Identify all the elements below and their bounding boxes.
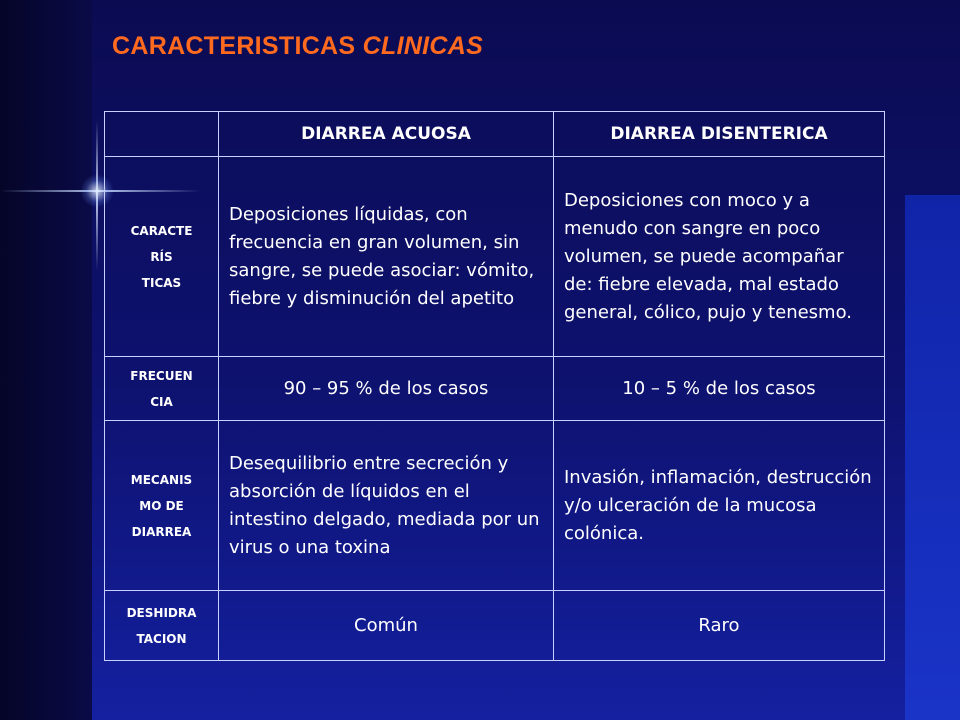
cell-disenterica: Invasión, inflamación, destrucción y/o ulceración de la mucosa colónica. (554, 421, 885, 591)
title-italic: CLINICAS (362, 32, 484, 60)
title-main: CARACTERISTICAS (112, 32, 356, 60)
cell-disenterica: Deposiciones con moco y a menudo con sangre en poco volumen, se puede acompañar de: fiebre elevada, mal estado general, cólico, pujo y tenesmo. (554, 157, 885, 357)
comparison-table (104, 111, 885, 661)
row-label: DESHIDRA TACION (105, 591, 219, 661)
cell-acuosa: Deposiciones líquidas, con frecuencia en gran volumen, sin sangre, se puede asociar: vómito, fiebre y disminución del apetito (219, 157, 554, 357)
cell-acuosa: Común (219, 591, 554, 661)
row-label: CARACTE RÍS TICAS (105, 157, 219, 357)
header-cell-empty (105, 112, 219, 157)
cell-disenterica: 10 – 5 % de los casos (554, 357, 885, 421)
slide-title (112, 32, 483, 61)
cell-acuosa: 90 – 95 % de los casos (219, 357, 554, 421)
background-left-panel (0, 0, 92, 720)
cell-acuosa: Desequilibrio entre secreción y absorción de líquidos en el intestino delgado, mediada por un virus o una toxina (219, 421, 554, 591)
table-header-row (105, 112, 885, 157)
table-row-frecuencia (105, 357, 885, 421)
cell-disenterica: Raro (554, 591, 885, 661)
table-row-deshidratacion (105, 591, 885, 661)
row-label: MECANIS MO DE DIARREA (105, 421, 219, 591)
row-label: FRECUEN CIA (105, 357, 219, 421)
background-right-band (905, 195, 960, 720)
header-cell-acuosa: DIARREA ACUOSA (219, 112, 554, 157)
header-cell-disenterica: DIARREA DISENTERICA (554, 112, 885, 157)
table-row-mecanismo (105, 421, 885, 591)
table-row-caracteristicas (105, 157, 885, 357)
